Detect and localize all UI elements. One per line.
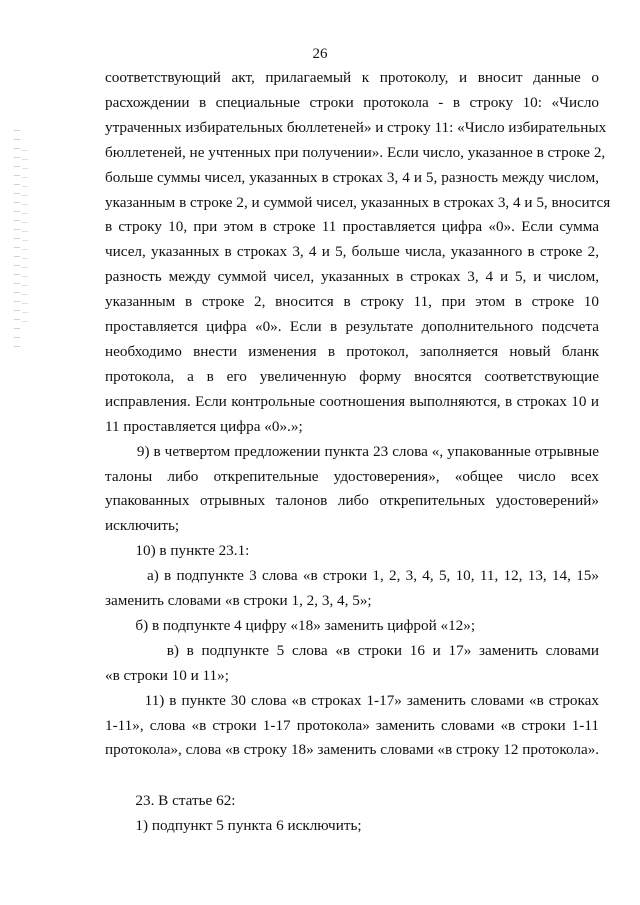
text-line: разность между суммой чисел, указанных в строках 3, 4 и 5, и числом, <box>105 268 599 286</box>
text-line: указанным в строке 2, вносится в строку 11, при этом в строке 10 <box>105 293 599 311</box>
binding-hole-marks <box>14 130 20 350</box>
text-line: б) в подпункте 4 цифру «18» заменить цифрой «12»; <box>105 616 476 634</box>
text-line: утраченных избирательных бюллетеней» и строку 11: «Число избирательных <box>105 118 607 136</box>
text-line: проставляется цифра «0». Если в результате дополнительного подсчета <box>105 318 599 336</box>
text-line: «в строки 10 и 11»; <box>105 666 229 684</box>
text-line: в строку 10, при этом в строке 11 проставляется цифра «0». Если сумма <box>105 218 599 236</box>
text-line: протокола, а в его увеличенную форму вносятся соответствующие <box>105 367 599 385</box>
paragraph-item-1 <box>105 814 599 839</box>
page-number: 26 <box>312 46 328 62</box>
text-line: чисел, указанных в строках 3, 4 и 5, больше числа, указанного в строке 2, <box>105 243 599 261</box>
paragraph-continuation <box>105 66 611 440</box>
text-line: бюллетеней, не учтенных при получении». Если число, указанное в строке 2, <box>105 143 606 161</box>
paragraph-item-11 <box>105 689 599 764</box>
text-line: заменить словами «в строки 1, 2, 3, 4, 5»; <box>105 592 372 610</box>
paragraph-item-9 <box>105 440 599 540</box>
text-line: исключить; <box>105 517 180 535</box>
text-line: указанным в строке 2, и суммой чисел, указанных в строках 3, 4 и 5, вносится <box>105 193 611 211</box>
text-line: исправления. Если контрольные соотношения выполняются, в строках 10 и <box>105 392 599 410</box>
text-line: 9) в четвертом предложении пункта 23 слова «, упакованные отрывные <box>105 442 599 460</box>
paragraph-subitem-a <box>105 564 599 614</box>
text-line: упакованных отрывных талонов либо открепительных удостоверений» <box>105 492 599 510</box>
text-line: соответствующий акт, прилагаемый к протоколу, и вносит данные о <box>105 69 599 86</box>
document-body <box>105 66 611 839</box>
binding-hole-marks-secondary <box>22 150 28 330</box>
text-line: расхождении в специальные строки протокола - в строку 10: «Число <box>105 93 599 111</box>
text-line: необходимо внести изменения в протокол, заполняется новый бланк <box>105 342 599 360</box>
section-heading-article-62 <box>105 789 599 814</box>
text-line: в) в подпункте 5 слова «в строки 16 и 17» заменить словами <box>105 641 599 659</box>
paragraph-subitem-v <box>105 639 599 689</box>
text-line: 11) в пункте 30 слова «в строках 1-17» заменить словами «в строках <box>105 691 599 709</box>
text-line: талоны либо открепительные удостоверения», «общее число всех <box>105 467 599 485</box>
text-line: 10) в пункте 23.1: <box>105 542 250 560</box>
text-line: 1-11», слова «в строки 1-17 протокола» заменить словами «в строки 1-11 <box>105 716 599 734</box>
text-line: больше суммы чисел, указанных в строках 3, 4 и 5, разность между числом, <box>105 168 599 186</box>
text-line: а) в подпункте 3 слова «в строки 1, 2, 3, 4, 5, 10, 11, 12, 13, 14, 15» <box>105 567 599 585</box>
section-gap <box>105 763 599 789</box>
paragraph-item-10 <box>105 539 599 564</box>
paragraph-subitem-b <box>105 614 599 639</box>
text-line: 23. В статье 62: <box>105 792 236 810</box>
text-line: 1) подпункт 5 пункта 6 исключить; <box>105 817 362 835</box>
text-line: 11 проставляется цифра «0».»; <box>105 417 303 435</box>
text-line: протокола», слова «в строку 18» заменить словами «в строку 12 протокола». <box>105 741 600 759</box>
